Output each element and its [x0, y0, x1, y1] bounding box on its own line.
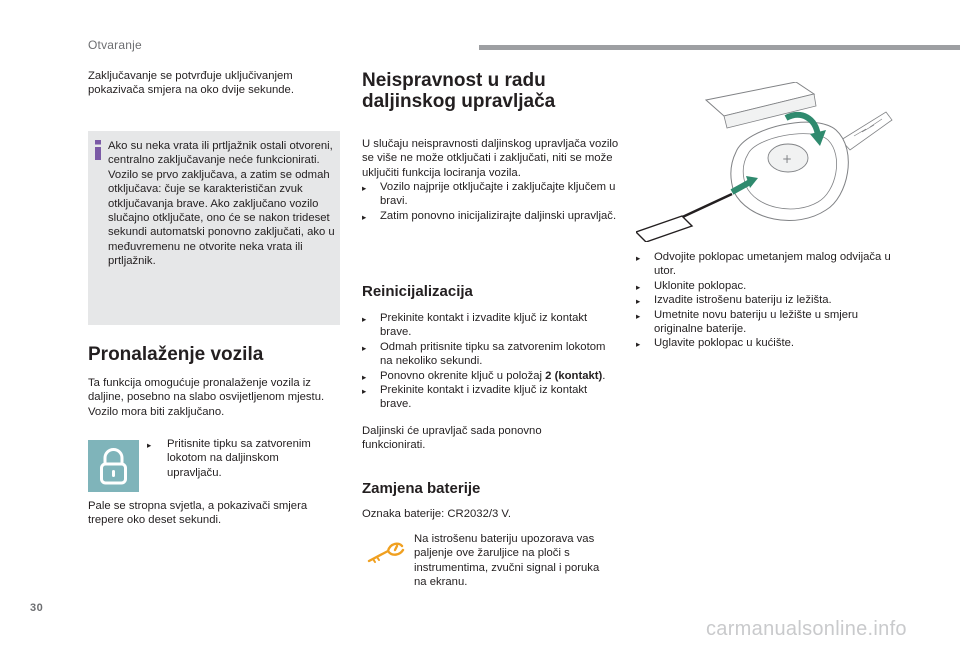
reinit-step-text: Odmah pritisnite tipku sa zatvorenim lokotom na nekoliko sekundi.	[380, 340, 606, 368]
header-bar	[479, 45, 960, 50]
bullet-icon: ▸	[636, 281, 641, 292]
key-warning-icon	[366, 537, 406, 567]
key-fob-illustration	[636, 82, 896, 242]
battery-step-text: Uglavite poklopac u kućište.	[654, 337, 795, 350]
battery-step-text: Odvojite poklopac umetanjem malog odvijača u utor.	[654, 251, 891, 278]
battery-step	[636, 279, 891, 293]
padlock-icon	[88, 440, 139, 492]
reinit-step-text: Prekinite kontakt i izvadite ključ iz kontakt brave.	[380, 384, 588, 411]
reinit-step-bold: 2 (kontakt)	[545, 369, 603, 382]
bullet-icon: ▸	[362, 386, 367, 397]
fault-text: U slučaju neispravnosti daljinskog upravljača vozilo se više ne može otključati i zaključati, niti se može uključiti funkcija lociranja vozila.	[362, 138, 619, 179]
battery-step	[636, 336, 891, 350]
fault-title: Neispravnost u radu daljinskog upravljača	[362, 70, 556, 112]
finder-text: Ta funkcija omogućuje pronalaženje vozila iz daljine, posebno na slabo osvijetljenom mjestu. Vozilo mora biti zaključano.	[88, 377, 325, 418]
intro-paragraph: Zaključavanje se potvrđuje uključivanjem pokazivača smjera na oko dvije sekunde.	[88, 70, 294, 97]
finder-title: Pronalaženje vozila	[88, 344, 264, 365]
reinit-step	[362, 383, 617, 412]
fault-step	[362, 180, 617, 209]
bullet-icon: ▸	[362, 342, 367, 353]
battery-step	[636, 308, 891, 337]
page-number: 30	[30, 602, 44, 614]
reinit-result: Daljinski će upravljač sada ponovno funkcionirati.	[362, 425, 542, 452]
fault-step-text: Zatim ponovno inicijalizirajte daljinski upravljač.	[380, 209, 617, 222]
watermark: carmanualsonline.info	[706, 618, 907, 640]
finder-step	[147, 437, 317, 480]
battery-steps	[636, 250, 891, 351]
battery-step-text: Izvadite istrošenu bateriju iz ležišta.	[654, 294, 832, 307]
bullet-icon: ▸	[147, 440, 152, 450]
fault-step	[362, 209, 617, 223]
bullet-icon: ▸	[636, 253, 641, 263]
reinit-steps	[362, 311, 617, 412]
reinit-step	[362, 369, 617, 383]
fault-step-text: Vozilo najprije otključajte i zaključajte ključem u bravi.	[380, 181, 616, 208]
reinit-step-text	[374, 369, 617, 383]
reinit-title: Reinicijalizacija	[362, 283, 473, 300]
battery-title: Zamjena baterije	[362, 480, 481, 497]
section-header: Otvaranje	[88, 38, 142, 52]
battery-step	[636, 293, 891, 307]
reinit-step-part: Ponovno okrenite ključ u položaj	[380, 369, 546, 382]
reinit-step-after: .	[602, 369, 606, 382]
reinit-step	[362, 311, 617, 340]
bullet-icon: ▸	[362, 211, 367, 222]
bullet-icon: ▸	[362, 314, 367, 324]
battery-warning: Na istrošenu bateriju upozorava vas paljenje ove žaruljice na ploči s instrumentima, zvučni signal i poruka na ekranu.	[414, 533, 600, 589]
finder-step-text: Pritisnite tipku sa zatvorenim lokotom na daljinskom upravljaču.	[167, 438, 311, 479]
battery-ref: Oznaka baterije: CR2032/3 V.	[362, 508, 512, 520]
bullet-icon: ▸	[636, 310, 641, 321]
reinit-step-text: Prekinite kontakt i izvadite ključ iz kontakt brave.	[380, 312, 588, 339]
finder-step-list	[147, 437, 317, 480]
reinit-step	[362, 340, 617, 369]
finder-result: Pale se stropna svjetla, a pokazivači smjera trepere oko deset sekundi.	[88, 500, 308, 527]
battery-step-text: Umetnite novu bateriju u ležište u smjeru originalne baterije.	[654, 308, 859, 336]
fault-steps	[362, 180, 617, 223]
info-text: Ako su neka vrata ili prtljažnik ostali otvoreni, centralno zaključavanje neće funkcionirati. Vozilo se prvo zaključava, a zatim se odmah otključava: čuje se karakterističan zvuk otključavanja brave. Ako zaključano vozilo slučajno otključate, ono će se nakon trideset sekundi automatski ponovno zaključati, ako u međuvremenu ne otvorite neka vrata ili prtljažnik.	[108, 140, 335, 268]
bullet-icon: ▸	[636, 339, 641, 350]
battery-step-text: Uklonite poklopac.	[654, 279, 747, 292]
bullet-icon: ▸	[362, 371, 367, 382]
bullet-icon: ▸	[362, 183, 367, 193]
info-icon	[92, 140, 104, 160]
padlock-icon-box	[88, 440, 139, 492]
bullet-icon: ▸	[636, 296, 641, 307]
svg-text:+: +	[782, 152, 793, 166]
battery-step	[636, 250, 891, 279]
